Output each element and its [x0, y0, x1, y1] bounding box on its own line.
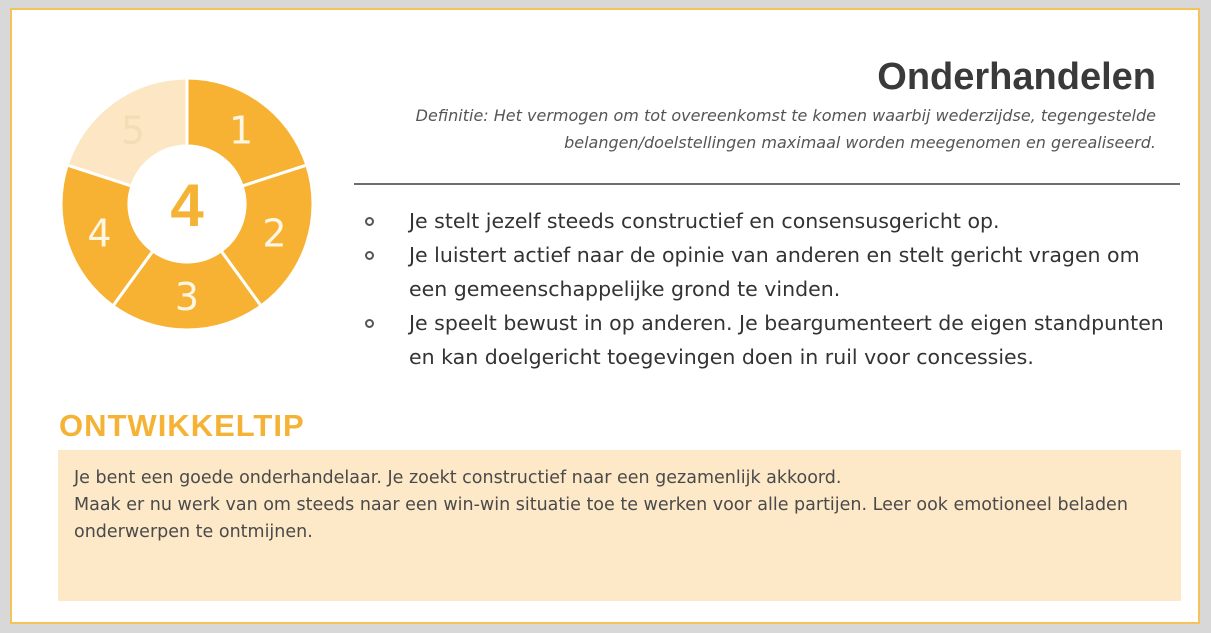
tip-text: Je bent een goede onderhandelaar. Je zoekt constructief naar een gezamenlijk akkoord.	[74, 468, 842, 488]
wheel-segment-label: 2	[262, 211, 287, 256]
competency-card	[10, 8, 1200, 624]
behavior-text: Je speelt bewust in op anderen. Je beargumenteert de eigen standpunten en kan doelgericht toegevingen doen in ruil voor concessies.	[409, 311, 1164, 369]
behavior-text: Je stelt jezelf steeds constructief en consensusgericht op.	[409, 209, 1000, 233]
behavior-item	[360, 238, 1180, 306]
score-wheel	[59, 76, 315, 332]
behavior-item	[360, 204, 1180, 238]
bullet-icon	[365, 251, 374, 260]
wheel-segment-label: 3	[174, 275, 200, 319]
behavior-text: Je luistert actief naar de opinie van anderen en stelt gericht vragen om een gemeenschappelijke grond te vinden.	[409, 243, 1140, 301]
behavior-list	[360, 204, 1180, 374]
competency-title: Onderhandelen	[877, 56, 1156, 98]
wheel-segment-label: 1	[228, 108, 254, 153]
wheel-segment-label: 4	[87, 211, 112, 256]
tip-heading: ONTWIKKELTIP	[59, 408, 305, 443]
divider	[354, 183, 1180, 185]
behavior-item	[360, 306, 1180, 374]
tip-box	[58, 450, 1181, 601]
wheel-segment-label: 5	[120, 108, 146, 153]
competency-definition: Definitie: Het vermogen om tot overeenkomst te komen waarbij wederzijdse, tegengestelde belangen/doelstellingen maximaal worden meegenomen en gerealiseerd.	[415, 106, 1156, 152]
score-value: 4	[170, 172, 204, 239]
tip-text: Maak er nu werk van om steeds naar een win-win situatie toe te werken voor alle partijen. Leer ook emotioneel beladen onderwerpen te ontmijnen.	[74, 495, 1128, 542]
bullet-icon	[365, 319, 374, 328]
bullet-icon	[365, 217, 374, 226]
